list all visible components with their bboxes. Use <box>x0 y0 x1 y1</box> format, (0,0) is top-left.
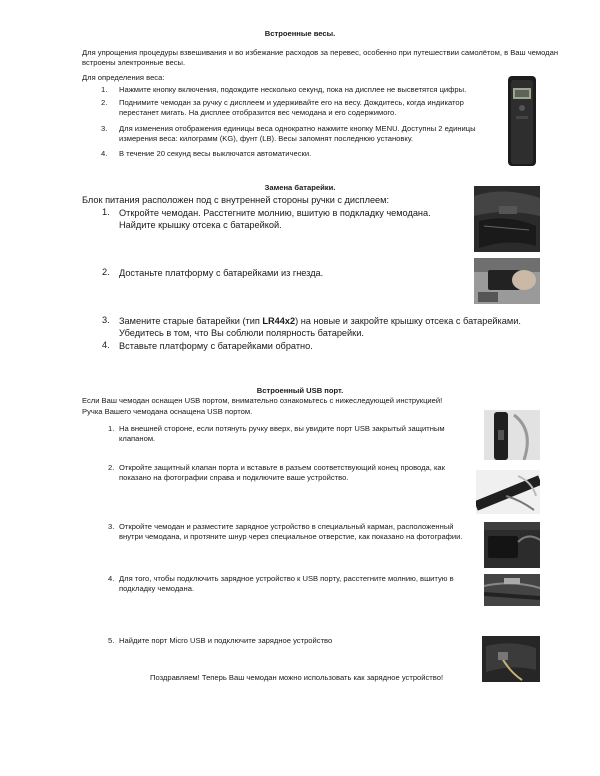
list-item: Вставьте платформу с батарейками обратно. <box>119 341 313 351</box>
list-item-number: 1. <box>102 207 110 217</box>
scale-display-photo <box>504 76 540 166</box>
list-item-number: 2. <box>108 463 115 472</box>
list-item-number: 3. <box>108 522 115 531</box>
battery-platform-photo <box>474 258 540 304</box>
list-item: Откройте защитный клапан порта и вставьте в разъем соответствующий конец провода, как показано на фотографии справа и подключите ваше устройство. <box>119 463 445 483</box>
scale-section-title: Встроенные весы. <box>264 29 336 38</box>
list-item: Для того, чтобы подключить зарядное устройство к USB порту, расстегните молнию, вшитую в подкладку чемодана. <box>119 574 454 594</box>
usb-lead-warning: Если Ваш чемодан оснащен USB портом, внимательно ознакомьтесь с нижеследующей инструкцией! <box>82 396 443 405</box>
usb-congrats-text: Поздравляем! Теперь Ваш чемодан можно использовать как зарядное устройство! <box>150 673 444 682</box>
list-item: На внешней стороне, если потянуть ручку вверх, вы увидите порт USB закрытый защитным клапаном. <box>119 424 445 444</box>
list-item-number: 4. <box>102 340 110 350</box>
list-item-number: 3. <box>101 124 108 133</box>
list-item-number: 1. <box>108 424 115 433</box>
battery-lead: Блок питания расположен под с внутренней стороны ручки с дисплеем: <box>82 195 390 205</box>
list-item-number: 2. <box>101 98 108 107</box>
list-item-number: 1. <box>101 85 108 94</box>
lining-zipper-photo <box>484 574 540 606</box>
usb-cable-photo <box>476 470 540 514</box>
list-item: В течение 20 секунд весы выключатся автоматически. <box>119 149 312 158</box>
list-item: Поднимите чемодан за ручку с дисплеем и удерживайте его на весу. Дождитесь, когда индикатор перестанет мигать. На дисплее отобразится вес чемодана и его содержимого. <box>119 98 464 118</box>
list-item: Замените старые батарейки (тип LR44x2) на новые и закройте крышку отсека с батарейками. Убедитесь в том, что Вы соблюли полярность батарейки. <box>119 316 521 339</box>
micro-usb-port-photo <box>482 636 540 682</box>
list-item-number: 4. <box>101 149 108 158</box>
usb-port-handle-photo <box>484 410 540 460</box>
list-item: Нажмите кнопку включения, подождите несколько секунд, пока на дисплее не высветятся цифры. <box>119 85 467 94</box>
list-item: Откройте чемодан. Расстегните молнию, вшитую в подкладку чемодана. Найдите крышку отсека с батарейкой. <box>119 208 431 231</box>
scale-lead: Для определения веса: <box>82 73 165 82</box>
list-item-number: 2. <box>102 267 110 277</box>
usb-lead-handle: Ручка Вашего чемодана оснащена USB портом. <box>82 407 253 416</box>
usb-section-title: Встроенный USB порт. <box>256 386 344 395</box>
scale-intro: Для упрощения процедуры взвешивания и во избежание расходов за перевес, особенно при путешествии самолётом, в Ваш чемодан встроены электронные весы. <box>82 48 559 68</box>
list-item-number: 5. <box>108 636 115 645</box>
list-item-number: 4. <box>108 574 115 583</box>
list-item: Откройте чемодан и разместите зарядное устройство в специальный карман, расположенный внутри чемодана, и протяните шнур через специальное отверстие, как показано на фотографии. <box>119 522 463 542</box>
charger-pocket-photo <box>484 522 540 568</box>
list-item: Найдите порт Micro USB и подключите зарядное устройство <box>119 636 333 645</box>
battery-section-title: Замена батарейки. <box>264 183 336 192</box>
battery-compartment-photo <box>474 186 540 252</box>
list-item-number: 3. <box>102 315 110 325</box>
list-item: Достаньте платформу с батарейками из гнезда. <box>119 268 324 278</box>
list-item: Для изменения отображения единицы веса однократно нажмите кнопку MENU. Доступны 2 единицы измерения веса: килограмм (KG), фунт (LB). Весы запомнят последнюю установку. <box>119 124 476 144</box>
